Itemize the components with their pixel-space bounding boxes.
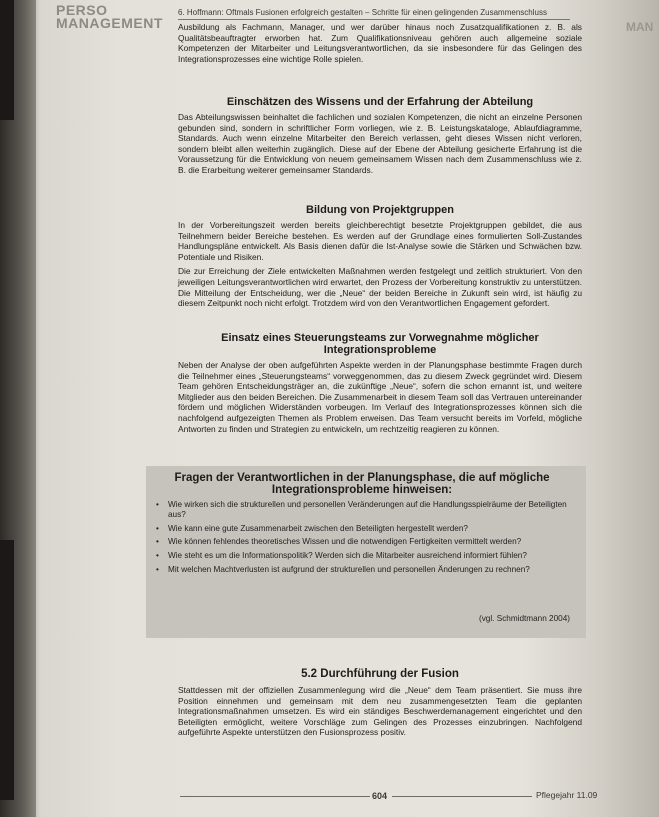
section-projektgruppen	[178, 204, 582, 309]
issue-label: Pflegejahr 11.09	[536, 790, 598, 800]
section-steuerungsteam	[178, 332, 582, 434]
bullet-icon: •	[156, 564, 159, 574]
question-text: Mit welchen Machtverlusten ist aufgrund der strukturellen und personellen Änderungen zu rechnen?	[168, 564, 530, 574]
binding-shadow	[0, 0, 36, 817]
section-heading: Einschätzen des Wissens und der Erfahrung der Abteilung	[226, 96, 534, 108]
binding-bar	[0, 0, 14, 120]
section-abteilung	[178, 96, 582, 176]
binding-bar	[0, 540, 14, 800]
page-number: 604	[372, 791, 388, 801]
section-paragraph: Die zur Erreichung der Ziele entwickelten Maßnahmen werden festgelegt und zeitlich strukturiert. Von den jeweiligen Leitungsverantwortlichen wird erwartet, den Prozess der Vorbereitung konstruktiv zu unterstützen. Die Mitteilung der Entscheidung, wer die „Neue“ der beiden Bereiche in Zukunft sein wird, ist häufig zu diesem Zeitpunkt noch nicht erfolgt. Trotzdem wird von den Verantwortlichen Engagement gefordert.	[178, 266, 582, 309]
question-text: Wie wirken sich die strukturellen und personellen Veränderungen auf die Handlungsspielräume der Beteiligten aus?	[168, 500, 567, 519]
intro-block	[178, 22, 582, 64]
question-item	[154, 537, 570, 547]
footer-rule	[392, 796, 532, 797]
question-item	[154, 500, 570, 520]
question-item	[154, 565, 570, 575]
question-list	[154, 500, 570, 579]
question-box	[146, 466, 586, 638]
brand-line-1: PERSO	[56, 2, 108, 18]
intro-paragraph: Ausbildung als Fachmann, Manager, und wer darüber hinaus noch Zusatzqualifikationen z. B. als Qualitätsbeauftragter erworben hat. Zum Qualifikationsniveau gehören auch allgemeine soziale Kompetenzen der Mitarbeiter und Leitungsverantwortlichen, da sie insbesondere für das Gelingen des Integrationsprozesses eine wichtige Rolle spielen.	[178, 22, 582, 64]
section-paragraph: Das Abteilungswissen beinhaltet die fachlichen und sozialen Kompetenzen, die nicht an einzelne Personen gebunden sind, sondern in schriftlicher Form vorliegen, wie z. B. Leistungskataloge, Ablaufdiagramme, Standards. Auch wenn einzelne Mitarbeiter den Bereich verlassen, geht dieses Wissen nicht verloren, sondern bleibt allen weiterhin zugänglich. Diese auf der Ebene der Abteilung gesicherte Erfahrung ist die Voraussetzung für die Entwicklung von neuem gemeinsamem Wissen nach dem Zusammenschluss wie z. B. die Erarbeitung weiterer gemeinsamer Standards.	[178, 112, 582, 175]
footer-rule	[180, 796, 370, 797]
question-item	[154, 551, 570, 561]
question-text: Wie steht es um die Informationspolitik? Werden sich die Mitarbeiter ausreichend informiert fühlen?	[168, 551, 527, 561]
question-item	[154, 524, 570, 534]
section-heading: 5.2 Durchführung der Fusion	[301, 668, 459, 680]
bullet-icon: •	[156, 537, 159, 547]
section-durchfuehrung	[178, 668, 582, 738]
section-paragraph: Neben der Analyse der oben aufgeführten Aspekte werden in der Planungsphase bestimmte Fragen durch die Teilnehmer eines „Steuerungsteams“ vorweggenommen, das zu diesem Zweck gegründet wird. Diesem Team gehören Entscheidungsträger an, die zukünftige „Neue“, sofern die schon ernannt ist, und weitere Mitglieder aus den beiden Bereichen. Die Zusammenarbeit in diesem Team soll das Vertrauen untereinander fördern und möglichen Widerständen vorbeugen. Im Verlauf des Integrationsprozesses können sich die nachfolgend aufgezeigten Themen als Problem erweisen. Das Team versucht bereits im Vorfeld, mögliche Antworten zu finden und Strategien zu entwickeln, um rechtzeitig reagieren zu können.	[178, 360, 582, 434]
section-paragraph: In der Vorbereitungszeit werden bereits gleichberechtigt besetzte Projektgruppen gebildet, die aus Teilnehmern beider Bereiche bestehen. Es werden auf der Grundlage eines formulierten Soll-Zustandes Handlungspläne entwickelt. Als Basis dienen dafür die Ist-Analyse sowie die Stärken und Schwächen bzw. Potentiale und Risiken.	[178, 220, 582, 262]
brand-fragment-right: MAN	[626, 20, 654, 34]
section-heading: Einsatz eines Steuerungsteams zur Vorwegnahme möglicher Integrationsprobleme	[221, 332, 539, 356]
question-box-title: Fragen der Verantwortlichen in der Planungsphase, die auf mögliche Integrationsprobleme hinweisen:	[174, 472, 550, 496]
question-text: Wie können fehlendes theoretisches Wissen und die notwendigen Fertigkeiten vermittelt werden?	[168, 537, 522, 547]
running-head: 6. Hoffmann: Oftmals Fusionen erfolgreich gestalten – Schritte für einen gelingenden Zusammenschluss	[178, 8, 570, 20]
brand-line-2: MANAGEMENT	[56, 15, 163, 31]
bullet-icon: •	[156, 500, 159, 509]
section-heading: Bildung von Projektgruppen	[306, 204, 454, 216]
citation: (vgl. Schmidtmann 2004)	[478, 614, 570, 623]
question-text: Wie kann eine gute Zusammenarbeit zwischen den Beteiligten hergestellt werden?	[168, 523, 468, 533]
bullet-icon: •	[156, 523, 159, 533]
section-paragraph: Stattdessen mit der offiziellen Zusammenlegung wird die „Neue“ dem Team präsentiert. Sie muss ihre Position einnehmen und gemeinsam mit dem neu zusammengesetzten Team die geplanten Integrationsmaßnahmen umsetzen. Es wird ein ständiges Beschwerdemanagement eingerichtet und den Beteiligten ermöglicht, weitere Vorschläge zum Gelingen des Prozesses einzubringen. Nachfolgend aufgeführte Aspekte unterstützen den Fusionsprozess positiv.	[178, 685, 582, 738]
brand-logo	[56, 4, 163, 30]
bullet-icon: •	[156, 551, 159, 561]
